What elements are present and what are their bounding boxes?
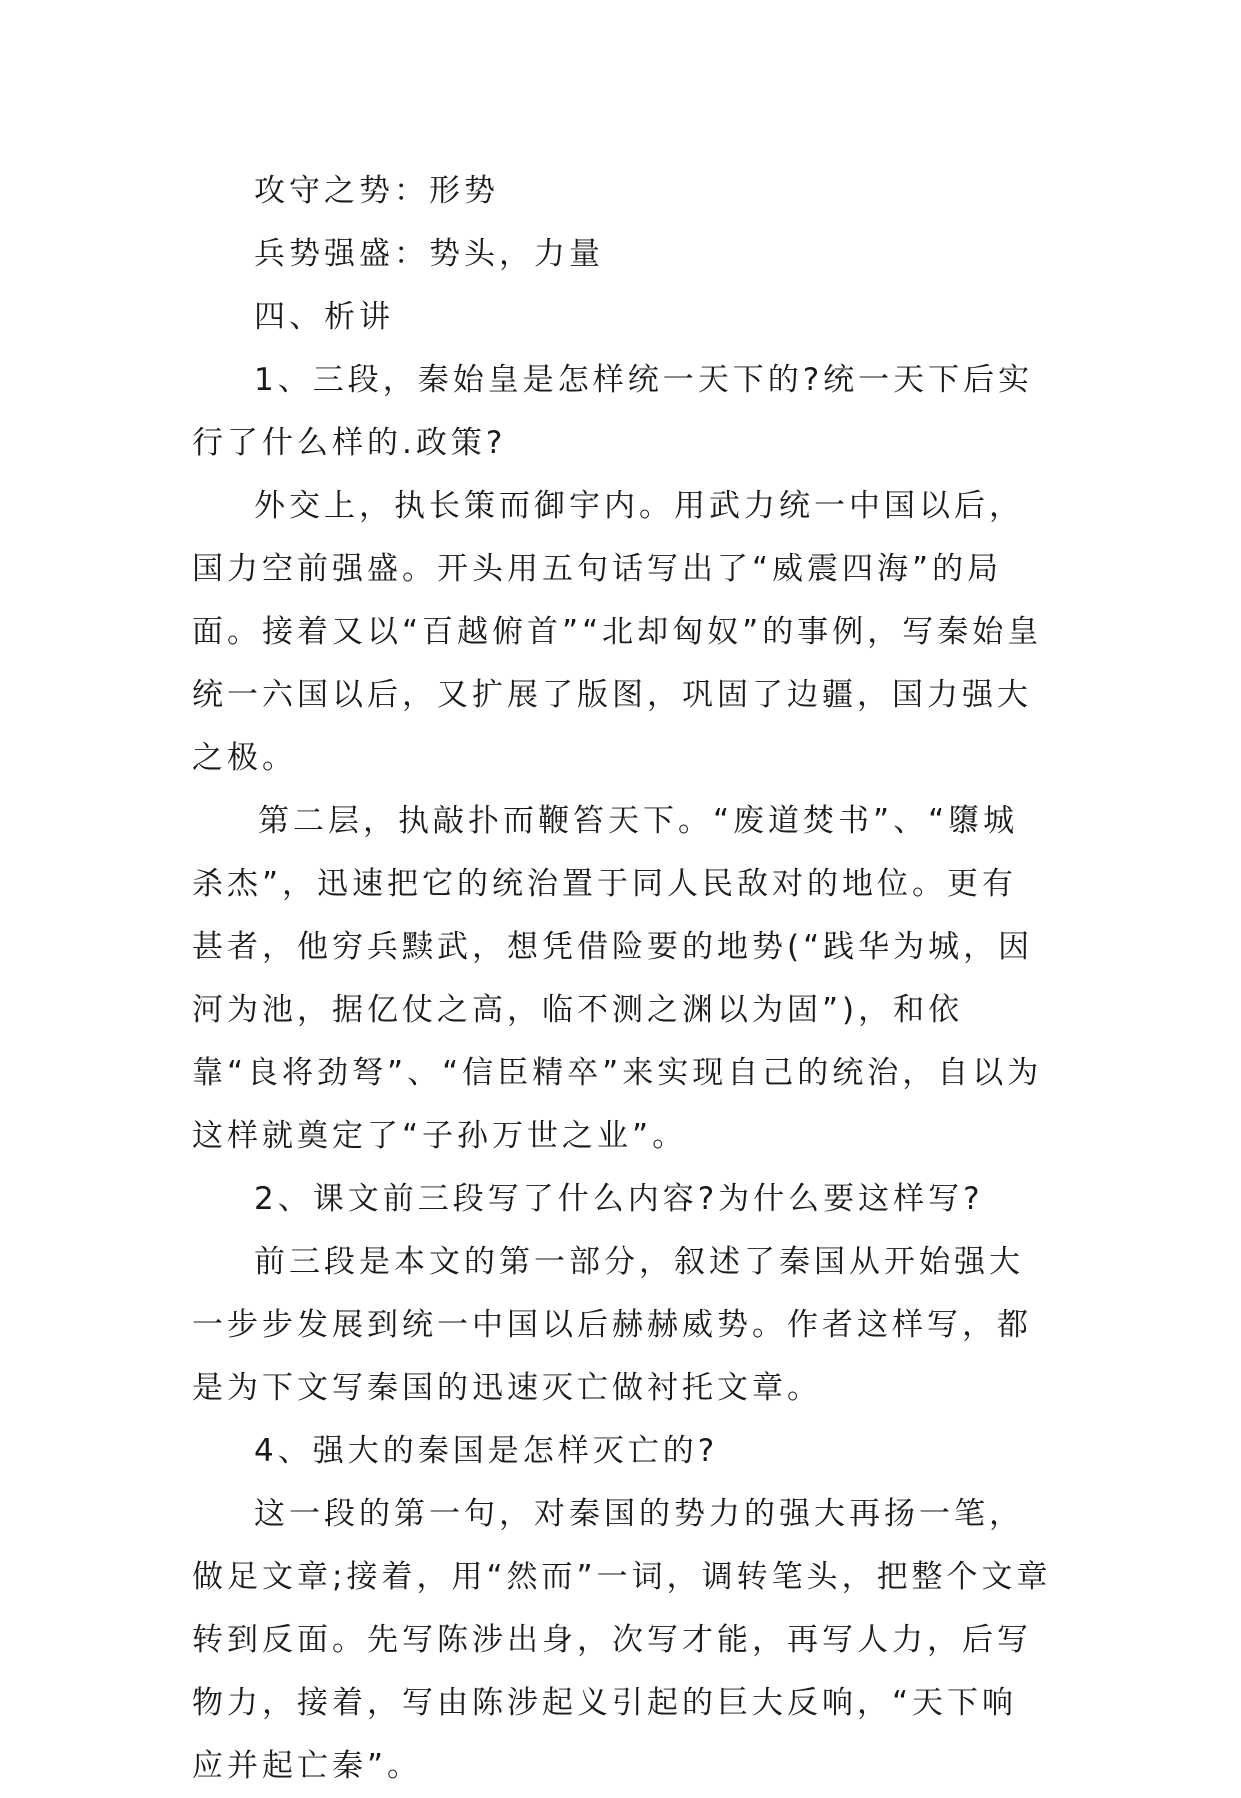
paragraph-qiansanduan: 前三段是本文的第一部分，叙述了秦国从开始强大一步步发展到统一中国以后赫赫威势。作者这样写，都是为下文写秦国的迅速灭亡做衬托文章。 <box>192 1244 1032 1406</box>
paragraph-zheyiduan: 这一段的第一句，对秦国的势力的强大再扬一笔，做足文章;接着，用“然而”一词，调转笔头，把整个文章转到反面。先写陈涉出身，次写才能，再写人力，后写物力，接着，写由陈涉起义引起的巨大反响，“天下响应并起亡秦”。 <box>192 1496 1052 1784</box>
document-body <box>192 160 1052 1798</box>
paragraph-gongshou: 攻守之势：形势 <box>254 173 499 209</box>
question-4: 4、强大的秦国是怎样灭亡的? <box>254 1433 719 1469</box>
paragraph-dierceng: 第二层，执敲扑而鞭笞天下。“废道焚书”、“隳城杀杰”，迅速把它的统治置于同人民敌对的地位。更有甚者，他穷兵黩武，想凭借险要的地势(“践华为城，因河为池，据亿仗之高，临不测之渊以为固”)，和依靠“良将劲弩”、“信臣精卒”来实现自己的统治，自以为这样就奠定了“子孙万世之业”。 <box>192 803 1043 1154</box>
question-1: 1、三段，秦始皇是怎样统一天下的?统一天下后实行了什么样的.政策? <box>192 362 1034 461</box>
question-2: 2、课文前三段写了什么内容?为什么要这样写? <box>254 1181 984 1217</box>
paragraph-waijiao: 外交上，执长策而御宇内。用武力统一中国以后，国力空前强盛。开头用五句话写出了“威震四海”的局面。接着又以“百越俯首”“北却匈奴”的事例，写秦始皇统一六国以后，又扩展了版图，巩固了边疆，国力强大之极。 <box>192 488 1043 776</box>
paragraph-bingshi: 兵势强盛：势头，力量 <box>254 236 604 272</box>
section-heading-xijiang: 四、析讲 <box>254 299 394 335</box>
